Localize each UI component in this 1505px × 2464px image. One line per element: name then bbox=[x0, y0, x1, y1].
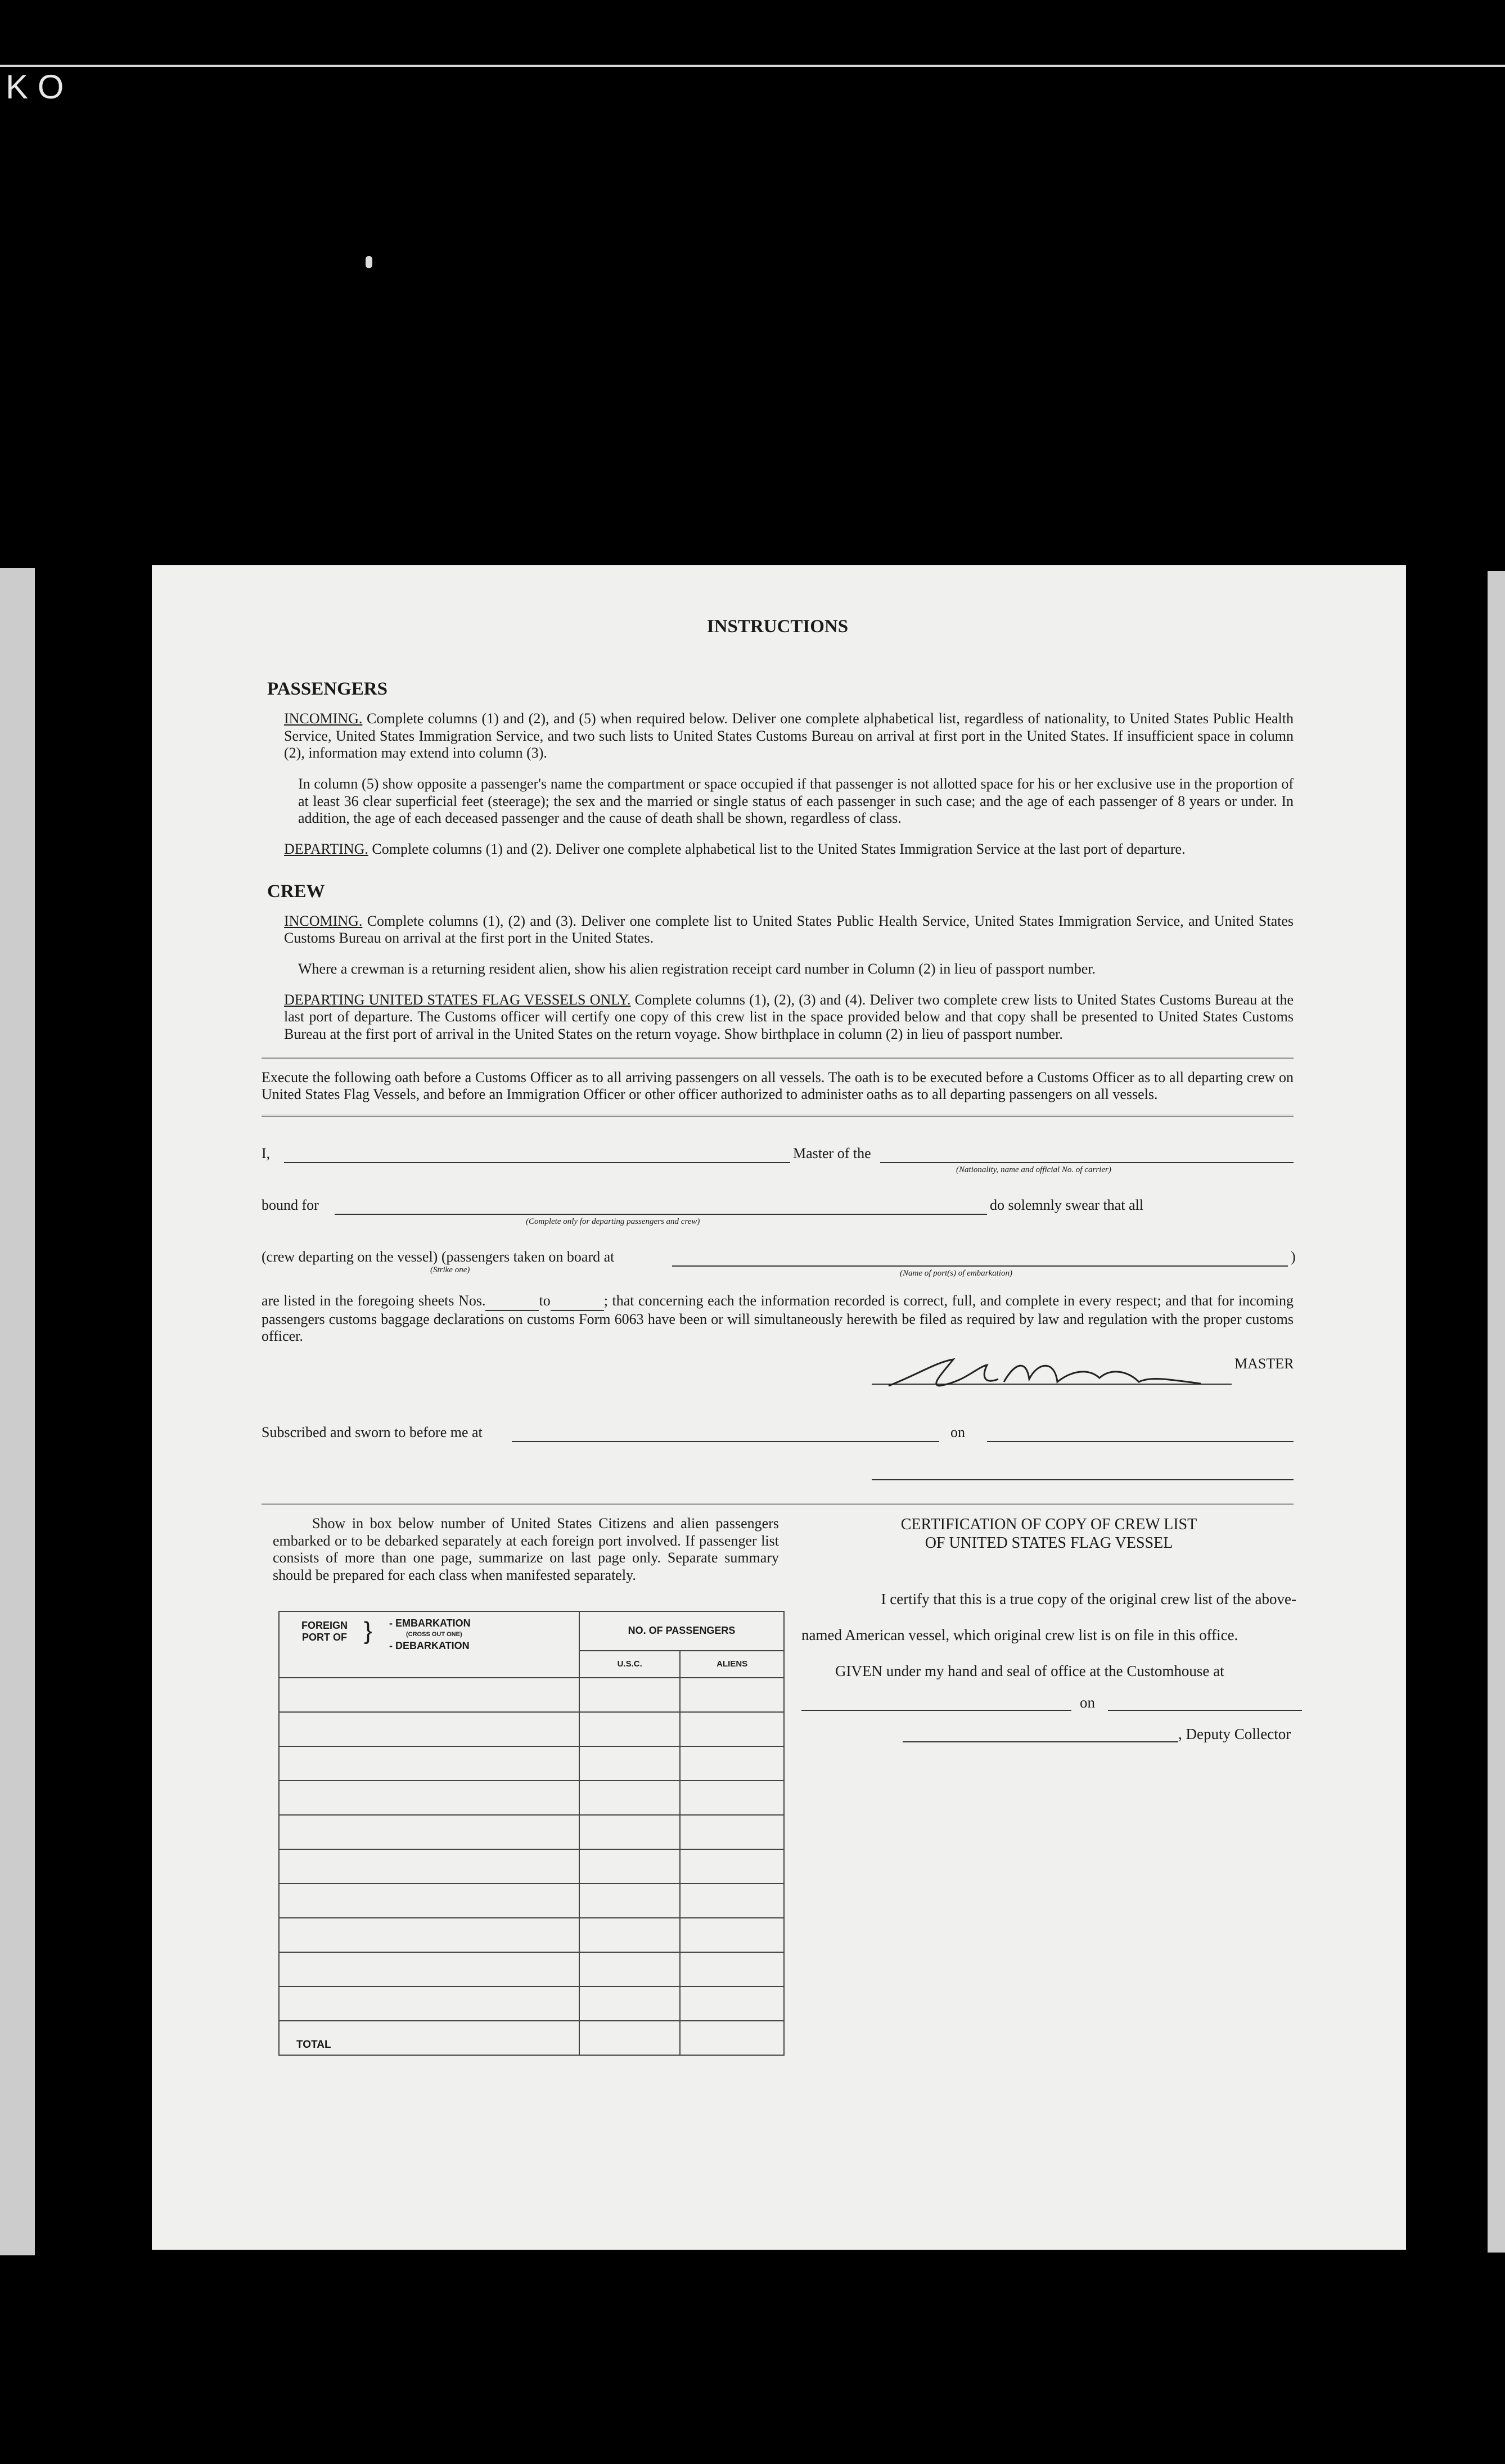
master-signature-line bbox=[262, 1351, 1294, 1413]
officer-signature-line bbox=[262, 1462, 1294, 1497]
certification-title-line-1: CERTIFICATION OF COPY OF CREW LIST bbox=[900, 1515, 1197, 1533]
usc-cell[interactable] bbox=[579, 1781, 680, 1815]
crew-passenger-label: (crew departing on the vessel) (passengers taken on board at bbox=[262, 1248, 615, 1265]
master-label: MASTER bbox=[1234, 1355, 1294, 1372]
i-label: I, bbox=[262, 1145, 271, 1161]
deputy-signature-field[interactable] bbox=[903, 1724, 1178, 1742]
deputy-collector-label: , Deputy Collector bbox=[1178, 1725, 1291, 1742]
aliens-cell[interactable] bbox=[680, 1746, 784, 1781]
crew-departing-lead: DEPARTING UNITED STATES FLAG VESSELS ONLY. bbox=[284, 991, 631, 1008]
total-label: TOTAL bbox=[279, 2021, 579, 2055]
signature-text: E. A. Nelson bbox=[886, 1350, 889, 1352]
sheets-to-label: to bbox=[539, 1292, 551, 1309]
debarkation-option[interactable]: - DEBARKATION bbox=[389, 1639, 470, 1651]
sheets-statement bbox=[262, 1292, 1294, 1345]
subscribed-line bbox=[262, 1424, 1294, 1458]
aliens-cell[interactable] bbox=[680, 1918, 784, 1952]
bound-for-label: bound for bbox=[262, 1196, 319, 1213]
crew-heading: CREW bbox=[267, 881, 325, 902]
certification-title bbox=[801, 1515, 1296, 1552]
sheets-paragraph bbox=[262, 1292, 1294, 1345]
given-text: GIVEN under my hand and seal of office at the Customhouse at bbox=[835, 1662, 1224, 1679]
subscribed-date-field[interactable] bbox=[987, 1424, 1294, 1442]
crew-incoming-paragraph bbox=[284, 913, 1294, 947]
crew-departing-paragraph bbox=[284, 992, 1294, 1043]
divider bbox=[262, 1057, 1294, 1059]
port-hint: (Name of port(s) of embarkation) bbox=[900, 1268, 1012, 1278]
deputy-line bbox=[801, 1724, 1296, 1756]
usc-cell[interactable] bbox=[579, 1952, 680, 1986]
usc-cell[interactable] bbox=[579, 1849, 680, 1884]
nationality-hint: (Nationality, name and official No. of carrier) bbox=[956, 1165, 1111, 1174]
usc-cell[interactable] bbox=[579, 1712, 680, 1746]
swear-label: do solemnly swear that all bbox=[990, 1196, 1143, 1213]
officer-signature-field[interactable] bbox=[872, 1462, 1294, 1480]
master-line bbox=[262, 1145, 1294, 1186]
foreign-port-label: FOREIGN PORT OF bbox=[301, 1619, 348, 1643]
passengers-heading: PASSENGERS bbox=[267, 678, 387, 699]
passengers-departing-paragraph bbox=[284, 841, 1294, 858]
vessel-field[interactable] bbox=[880, 1145, 1294, 1163]
usc-cell[interactable] bbox=[579, 1678, 680, 1712]
adjacent-page-left bbox=[0, 568, 35, 2255]
port-cell[interactable] bbox=[279, 1849, 579, 1884]
aliens-cell[interactable] bbox=[680, 1986, 784, 2021]
sheet-from-field[interactable] bbox=[485, 1292, 539, 1311]
sheet-to-field[interactable] bbox=[551, 1292, 604, 1311]
port-cell[interactable] bbox=[279, 1918, 579, 1952]
sheets-statement-text: ; that concerning each the information recorded is correct, full, and complete in every respect; and that for incoming passengers customs baggage declarations on customs Form 6063 have been or will simultaneously herewith be filed as required by law and regulation with the proper customs officer. bbox=[262, 1292, 1294, 1345]
customhouse-field[interactable] bbox=[801, 1693, 1071, 1711]
embarkation-port-field[interactable] bbox=[672, 1249, 1288, 1267]
certification-block bbox=[801, 1515, 1296, 1756]
master-name-field[interactable] bbox=[284, 1145, 790, 1163]
port-cell[interactable] bbox=[279, 1952, 579, 1986]
usc-cell[interactable] bbox=[579, 1815, 680, 1849]
usc-cell[interactable] bbox=[579, 1986, 680, 2021]
embarkation-line bbox=[262, 1249, 1294, 1289]
aliens-header: ALIENS bbox=[680, 1651, 784, 1678]
bound-for-hint: (Complete only for departing passengers and crew) bbox=[526, 1217, 700, 1226]
aliens-cell[interactable] bbox=[680, 1815, 784, 1849]
sheets-label: are listed in the foregoing sheets Nos. bbox=[262, 1292, 486, 1309]
embarkation-option[interactable]: - EMBARKATION bbox=[389, 1617, 471, 1629]
port-cell[interactable] bbox=[279, 1678, 579, 1712]
divider bbox=[262, 1503, 1294, 1505]
adjacent-page-right bbox=[1488, 571, 1505, 2253]
passenger-summary-table bbox=[278, 1611, 785, 2056]
certify-text: I certify that this is a true copy of the original crew list of the above- bbox=[881, 1590, 1296, 1607]
document-page bbox=[152, 565, 1406, 2250]
port-cell[interactable] bbox=[279, 1746, 579, 1781]
passengers-incoming-paragraph bbox=[284, 710, 1294, 762]
divider bbox=[262, 1115, 1294, 1117]
usc-cell[interactable] bbox=[579, 1918, 680, 1952]
close-paren: ) bbox=[1291, 1248, 1296, 1265]
port-cell[interactable] bbox=[279, 1781, 579, 1815]
aliens-cell[interactable] bbox=[680, 1952, 784, 1986]
usc-cell[interactable] bbox=[579, 1884, 680, 1918]
passengers-header: NO. OF PASSENGERS bbox=[579, 1611, 784, 1651]
customhouse-line bbox=[801, 1693, 1296, 1724]
foreign-port-header: FOREIGN PORT OF } - EMBARKATION (CROSS OUT ONE) - DEBARKATION bbox=[279, 1611, 579, 1678]
bound-for-line bbox=[262, 1197, 1294, 1237]
usc-header: U.S.C. bbox=[579, 1651, 680, 1678]
aliens-cell[interactable] bbox=[680, 1678, 784, 1712]
certification-date-field[interactable] bbox=[1108, 1693, 1302, 1711]
master-signature bbox=[886, 1351, 1212, 1396]
passengers-departing-text: Complete columns (1) and (2). Deliver one complete alphabetical list to the United States Immigration Service at the last port of departure. bbox=[368, 840, 1186, 857]
crew-departing-text: Complete columns (1), (2), (3) and (4). Deliver two complete crew lists to United States Customs Bureau at the last port of departure. The Customs officer will certify one copy of this crew list in the space provided below and that copy shall be presented to United States Customs Bureau at the first port of arrival in the United States on the return voyage. Show birthplace in column (2) in lieu of passport number. bbox=[284, 991, 1294, 1042]
master-of-label: Master of the bbox=[793, 1145, 871, 1161]
crew-incoming-lead: INCOMING. bbox=[284, 912, 363, 929]
film-edge bbox=[0, 65, 1505, 67]
port-cell[interactable] bbox=[279, 1712, 579, 1746]
aliens-cell[interactable] bbox=[680, 1849, 784, 1884]
aliens-cell[interactable] bbox=[680, 1712, 784, 1746]
port-cell[interactable] bbox=[279, 1986, 579, 2021]
film-frame-code: K O bbox=[6, 68, 64, 106]
total-usc-cell[interactable] bbox=[579, 2021, 680, 2055]
passengers-departing-lead: DEPARTING. bbox=[284, 840, 368, 857]
passengers-column5-paragraph: In column (5) show opposite a passenger's name the compartment or space occupied if that passenger is not allotted space for his or her exclusive use in the proportion of at least 36 clear superficial feet (steerage); the sex and the married or single status of each passenger in such case; and the age of each passenger of 8 years or under. In addition, the age of each deceased passenger and the cause of death shall be shown, regardless of class. bbox=[298, 775, 1294, 827]
subscribed-label: Subscribed and sworn to before me at bbox=[262, 1424, 483, 1440]
passengers-incoming-text: Complete columns (1) and (2), and (5) when required below. Deliver one complete alphabetical list, regardless of nationality, to United States Public Health Service, United States Immigration Service, and two such lists to United States Customs Bureau on arrival at first port in the United States. If insufficient space in column (2), information may extend into column (3). bbox=[284, 710, 1294, 762]
usc-cell[interactable] bbox=[579, 1746, 680, 1781]
total-aliens-cell[interactable] bbox=[680, 2021, 784, 2055]
aliens-cell[interactable] bbox=[680, 1884, 784, 1918]
port-cell[interactable] bbox=[279, 1884, 579, 1918]
subscribed-on-label: on bbox=[950, 1424, 965, 1440]
crew-returning-paragraph: Where a crewman is a returning resident alien, show his alien registration receipt card number in Column (2) in lieu of passport number. bbox=[298, 960, 1096, 977]
certification-title-line-2: OF UNITED STATES FLAG VESSEL bbox=[925, 1534, 1173, 1552]
bottom-section bbox=[262, 1515, 1294, 2078]
bound-for-field[interactable] bbox=[335, 1197, 987, 1215]
passengers-incoming-lead: INCOMING. bbox=[284, 710, 363, 727]
page-title: INSTRUCTIONS bbox=[706, 616, 849, 637]
dust-speck bbox=[366, 256, 372, 268]
summary-instructions: Show in box below number of United States Citizens and alien passengers embarked or to be debarked separately at each foreign port involved. If passenger list consists of more than one page, summarize on last page only. Separate summary should be prepared for each class when manifested separately. bbox=[273, 1515, 779, 1583]
port-cell[interactable] bbox=[279, 1815, 579, 1849]
subscribed-place-field[interactable] bbox=[512, 1424, 939, 1442]
strike-one-hint: (Strike one) bbox=[430, 1265, 470, 1274]
cross-out-hint: (CROSS OUT ONE) bbox=[406, 1630, 462, 1638]
named-vessel-text: named American vessel, which original crew list is on file in this office. bbox=[801, 1626, 1238, 1643]
oath-instructions: Execute the following oath before a Customs Officer as to all arriving passengers on all vessels. The oath is to be executed before a Customs Officer as to all departing crew on United States Flag Vessels, and before an Immigration Officer or other officer authorized to administer oaths as to all departing passengers on all vessels. bbox=[262, 1069, 1294, 1103]
certification-on-label: on bbox=[1080, 1693, 1095, 1711]
aliens-cell[interactable] bbox=[680, 1781, 784, 1815]
crew-incoming-text: Complete columns (1), (2) and (3). Deliver one complete list to United States Public Health Service, United States Immigration Service, and United States Customs Bureau on arrival at the first port in the United States. bbox=[284, 912, 1294, 947]
